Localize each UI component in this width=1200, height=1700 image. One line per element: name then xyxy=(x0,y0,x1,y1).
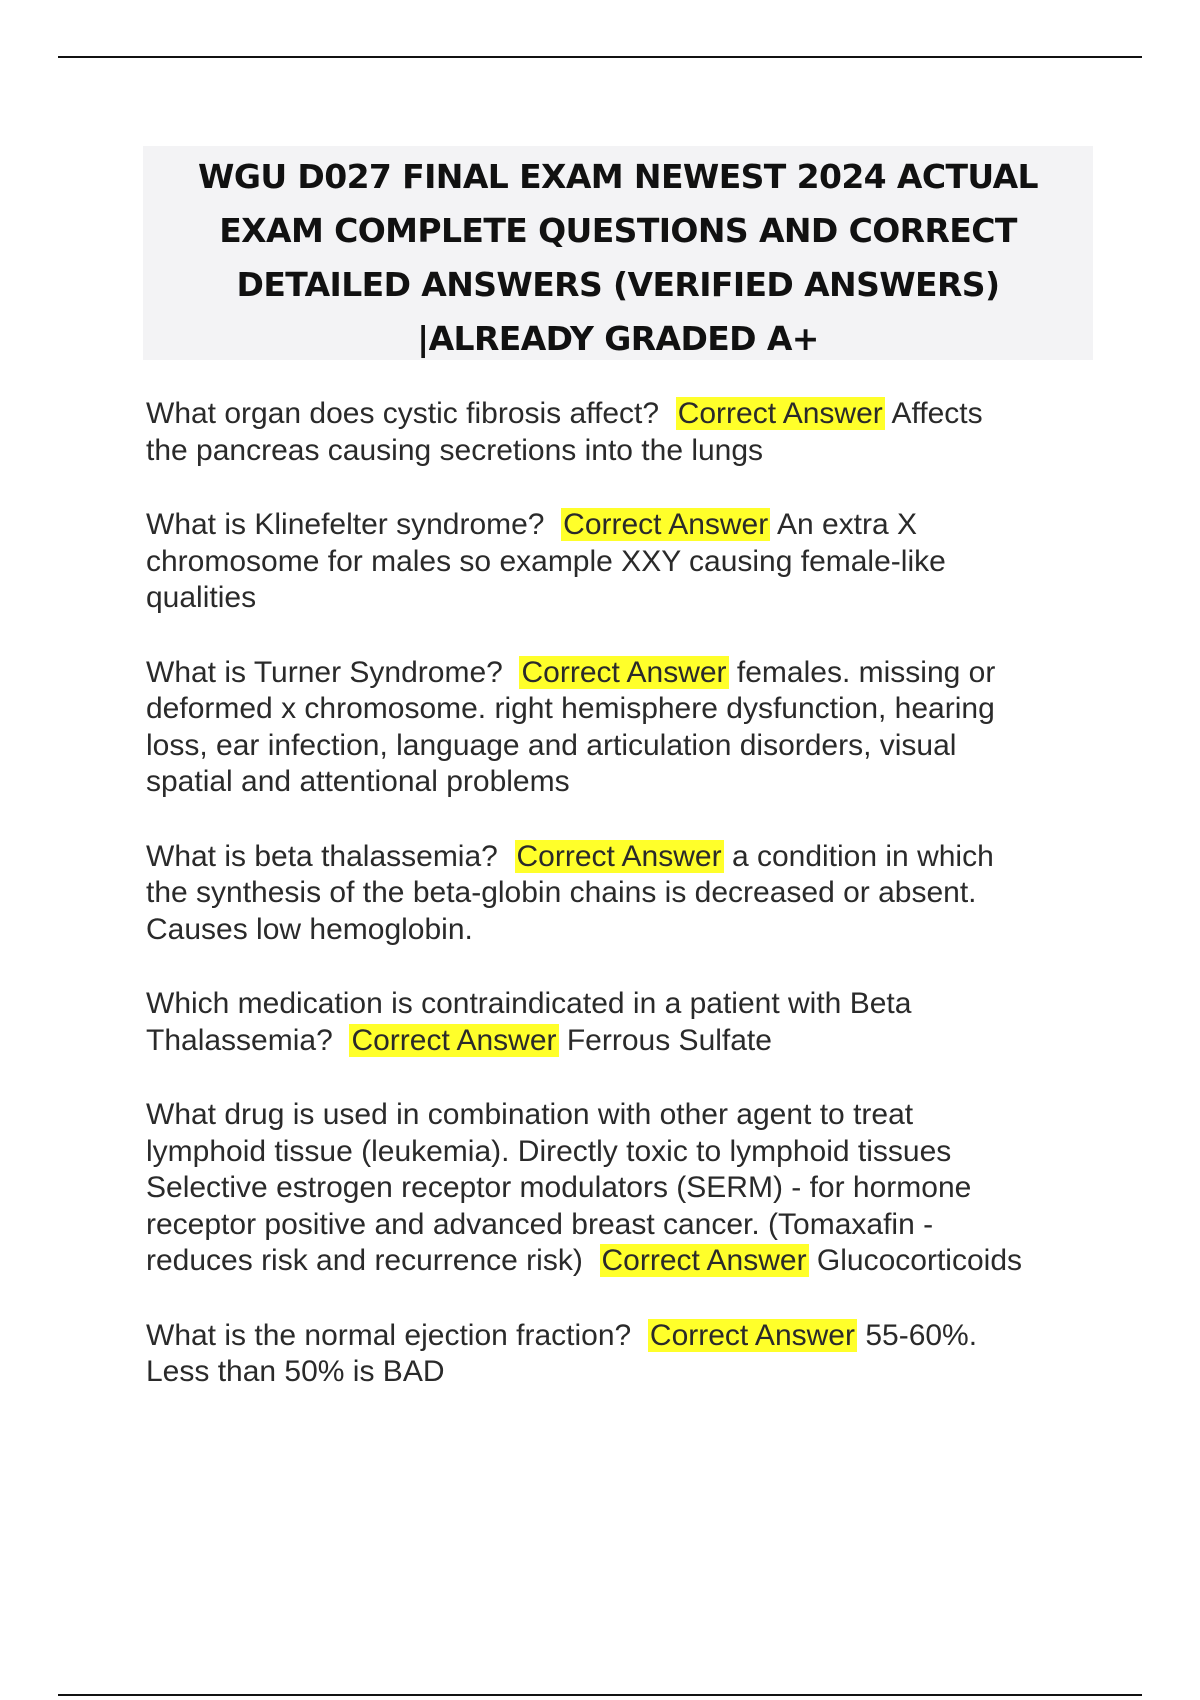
question-text: What organ does cystic fibrosis affect? xyxy=(146,397,660,430)
qa-line xyxy=(146,1023,1106,1060)
question-line: receptor positive and advanced breast cancer. (Tomaxafin - xyxy=(146,1207,934,1241)
qa-item xyxy=(146,1097,1106,1280)
answer-line: the synthesis of the beta-globin chains is decreased or absent. xyxy=(146,876,977,909)
question-text: What is Klinefelter syndrome? xyxy=(146,508,545,541)
question-text: What is beta thalassemia? xyxy=(146,839,498,873)
answer-text: a condition in which xyxy=(731,839,994,873)
question-line: Which medication is contraindicated in a patient with Beta xyxy=(146,987,912,1020)
correct-answer-label: Correct Answer xyxy=(563,508,769,541)
title-line: WGU D027 FINAL EXAM NEWEST 2024 ACTUAL xyxy=(198,157,1038,196)
qa-line xyxy=(146,1243,1106,1280)
answer-line: qualities xyxy=(146,581,257,614)
answer-text: An extra X xyxy=(776,508,918,541)
answer-line: chromosome for males so example XXY causing female-like xyxy=(146,544,946,578)
qa-line xyxy=(146,839,1106,876)
title-line: EXAM COMPLETE QUESTIONS AND CORRECT xyxy=(219,211,1017,250)
correct-answer-label: Correct Answer xyxy=(601,1244,807,1277)
qa-line xyxy=(146,396,1106,433)
correct-answer-label: Correct Answer xyxy=(516,839,722,873)
question-line: What drug is used in combination with other agent to treat xyxy=(146,1098,914,1131)
title-box xyxy=(143,146,1093,360)
answer-line: deformed x chromosome. right hemisphere dysfunction, hearing xyxy=(146,692,995,725)
answer-line: Less than 50% is BAD xyxy=(146,1355,445,1388)
qa-list xyxy=(146,396,1106,1429)
qa-item xyxy=(146,1318,1106,1391)
answer-line: Causes low hemoglobin. xyxy=(146,912,473,946)
correct-answer-label: Correct Answer xyxy=(351,1023,557,1057)
qa-item xyxy=(146,839,1106,949)
question-text: What is the normal ejection fraction? xyxy=(146,1318,632,1352)
qa-item xyxy=(146,507,1106,617)
qa-item xyxy=(146,986,1106,1059)
answer-line: loss, ear infection, language and articulation disorders, visual xyxy=(146,728,957,762)
qa-item xyxy=(146,396,1106,469)
question-line: Selective estrogen receptor modulators (SERM) - for hormone xyxy=(146,1171,972,1204)
correct-answer-label: Correct Answer xyxy=(521,655,727,689)
answer-text: Ferrous Sulfate xyxy=(566,1023,772,1057)
answer-text: Affects xyxy=(891,397,983,430)
bottom-rule xyxy=(58,1694,1142,1696)
qa-line xyxy=(146,1318,1106,1355)
qa-line xyxy=(146,507,1106,544)
question-line: lymphoid tissue (leukemia). Directly toxic to lymphoid tissues xyxy=(146,1134,952,1168)
answer-text: Glucocorticoids xyxy=(816,1244,1022,1277)
answer-line: spatial and attentional problems xyxy=(146,765,570,798)
question-text: Thalassemia? xyxy=(146,1023,333,1057)
answer-line: the pancreas causing secretions into the lungs xyxy=(146,433,764,467)
correct-answer-label: Correct Answer xyxy=(649,1318,855,1352)
answer-text: 55-60%. xyxy=(865,1318,978,1352)
title-line: DETAILED ANSWERS (VERIFIED ANSWERS) xyxy=(236,265,1000,304)
qa-line xyxy=(146,655,1106,692)
answer-text: females. missing or xyxy=(736,655,996,689)
correct-answer-label: Correct Answer xyxy=(677,397,883,430)
question-text: What is Turner Syndrome? xyxy=(146,655,503,689)
title-line: |ALREADY GRADED A+ xyxy=(417,319,819,358)
qa-item xyxy=(146,655,1106,801)
question-text: reduces risk and recurrence risk) xyxy=(146,1244,583,1277)
top-rule xyxy=(58,56,1142,58)
document-title xyxy=(163,150,1073,366)
